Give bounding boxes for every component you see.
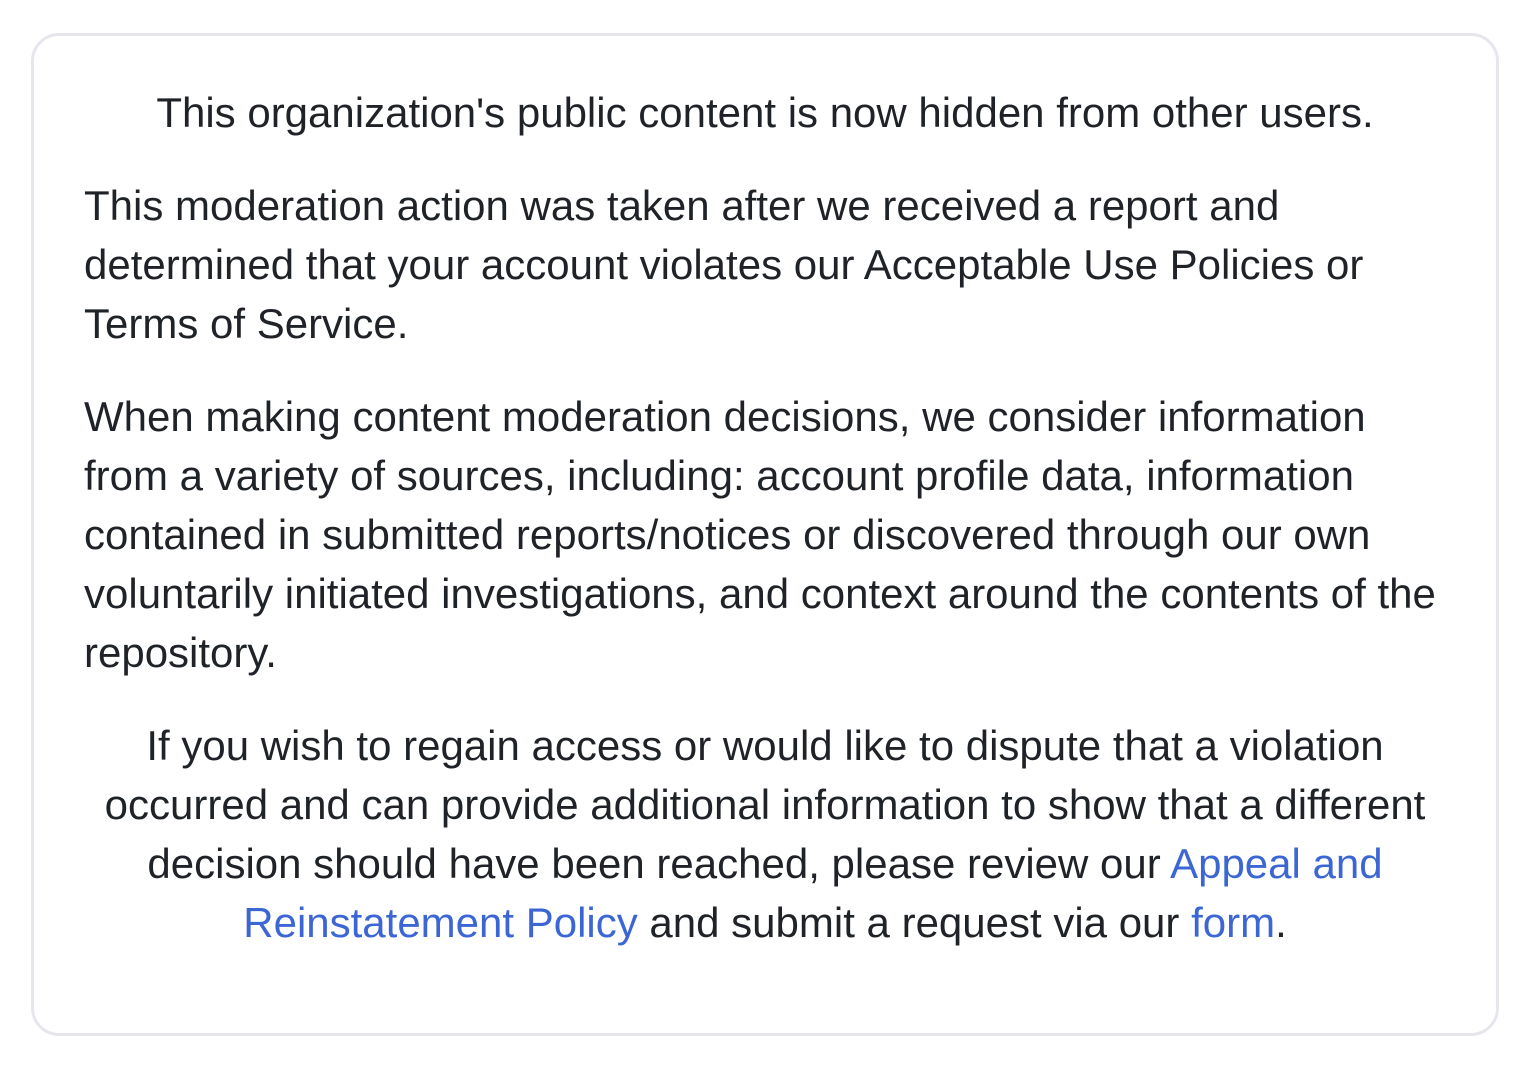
notice-headline: This organization's public content is now hidden from other users. [156,89,1374,136]
moderation-action-paragraph: This moderation action was taken after we received a report and determined that your account violates our Acceptable Use Policies or Terms of Service. [84,182,1364,347]
appeal-text-between-links: and submit a request via our [637,899,1192,946]
moderation-sources-paragraph: When making content moderation decisions, we consider information from a variety of sources, including: account profile data, information contained in submitted reports/notices or discovered through our own voluntarily initiated investigations, and context around the contents of the repository. [84,393,1436,676]
form-link[interactable]: form [1191,899,1276,946]
appeal-text-after-form-link: . [1275,899,1287,946]
appeal-policy-link[interactable]: Appeal and Reinstatement Policy [243,840,1383,946]
appeal-paragraph [84,716,1446,952]
moderation-notice-card [31,33,1499,1036]
appeal-text-before-policy-link: If you wish to regain access or would like to dispute that a violation occurred and can provide additional information to show that a different decision should have been reached, please review our [104,722,1426,887]
